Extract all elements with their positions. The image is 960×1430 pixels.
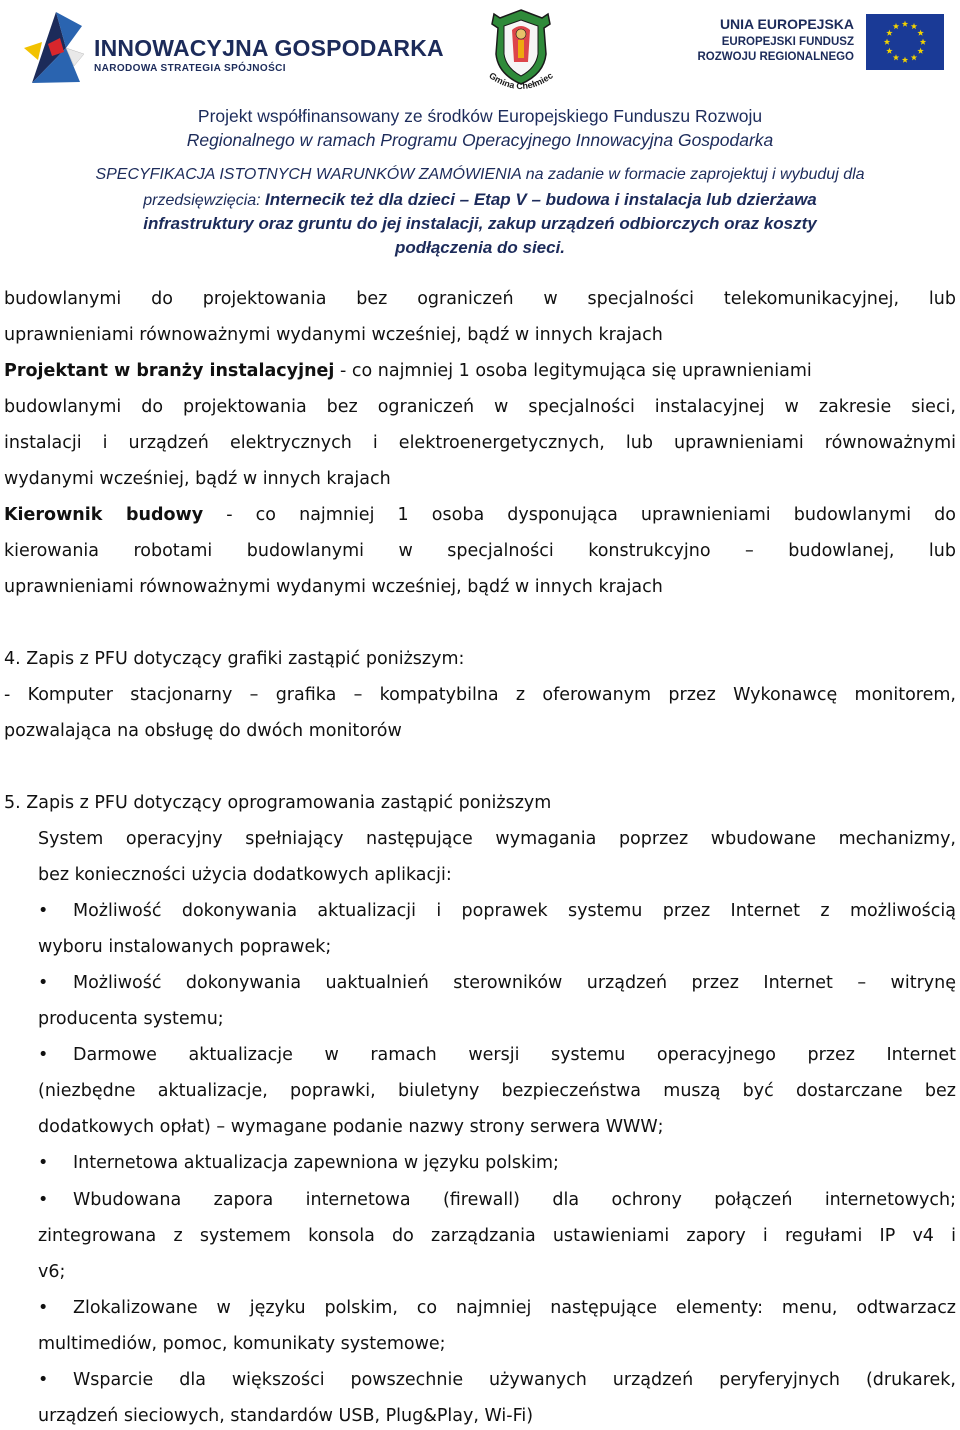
siwz-title-line2 bbox=[0, 190, 960, 210]
eu-logo-line1: UNIA EUROPEJSKA bbox=[719, 16, 854, 32]
body-line: kierowania robotami budowlanymi w specjalności konstrukcyjno – budowlanej, lub bbox=[4, 541, 956, 561]
section-5-title: 5. Zapis z PFU dotyczący oprogramowania zastąpić poniższym bbox=[4, 793, 552, 813]
bullet-icon: • bbox=[38, 973, 49, 993]
body-line: instalacji i urządzeń elektrycznych i elektroenergetycznych, lub uprawnieniami równoważnymi bbox=[4, 433, 956, 453]
role-label: Projektant w branży instalacyjnej bbox=[4, 361, 335, 381]
body-line-designer-installation bbox=[4, 359, 956, 383]
siwz-project-name: Internecik też dla dzieci – Etap V – budowa i instalacja lub dzierżawa bbox=[265, 190, 817, 209]
list-item-cont: producenta systemu; bbox=[38, 1009, 224, 1029]
ig-logo-title: INNOWACYJNA GOSPODARKA bbox=[94, 35, 444, 61]
eu-logo-line3: ROZWOJU REGIONALNEGO bbox=[697, 51, 854, 63]
ig-logo-subtitle: NARODOWA STRATEGIA SPÓJNOŚCI bbox=[94, 63, 286, 74]
siwz-prefix: przedsięwzięcia: bbox=[143, 192, 266, 209]
crest-icon bbox=[478, 4, 564, 96]
list-item: Internetowa aktualizacja zapewniona w języku polskim; bbox=[73, 1153, 559, 1173]
body-line: uprawnieniami równoważnymi wydanymi wcześniej, bądź w innych krajach bbox=[4, 325, 663, 345]
section-5-intro: bez konieczności użycia dodatkowych aplikacji: bbox=[38, 865, 452, 885]
body-line: budowlanymi do projektowania bez ograniczeń w specjalności telekomunikacyjnej, lub bbox=[4, 289, 956, 309]
ig-emblem-icon bbox=[22, 8, 88, 88]
siwz-title-line4: podłączenia do sieci. bbox=[394, 238, 566, 257]
body-line: uprawnieniami równoważnymi wydanymi wcześniej, bądź w innych krajach bbox=[4, 577, 663, 597]
innowacyjna-gospodarka-logo bbox=[22, 8, 444, 88]
project-cofinance-line1: Projekt współfinansowany ze środków Europejskiego Funduszu Rozwoju bbox=[197, 106, 763, 126]
bullet-icon: • bbox=[38, 1298, 49, 1318]
bullet-icon: • bbox=[38, 1153, 49, 1173]
bullet-icon: • bbox=[38, 1045, 49, 1065]
role-label: Kierownik budowy bbox=[4, 505, 204, 525]
list-item-cont: (niezbędne aktualizacje, poprawki, biuletyny bezpieczeństwa muszą być dostarczane bez bbox=[38, 1081, 956, 1101]
eu-logo bbox=[694, 14, 944, 84]
bullet-icon: • bbox=[38, 1370, 49, 1390]
section-4-line: - Komputer stacjonarny – grafika – kompatybilna z oferowanym przez Wykonawcę monitorem, bbox=[4, 685, 956, 705]
siwz-title-line3: infrastruktury oraz gruntu do jej instalacji, zakup urządzeń odbiorczych oraz koszty bbox=[143, 214, 817, 233]
body-line-site-manager bbox=[4, 503, 956, 527]
list-item-cont: urządzeń sieciowych, standardów USB, Plug&Play, Wi-Fi) bbox=[38, 1406, 534, 1426]
section-4-line: pozwalająca na obsługę do dwóch monitorów bbox=[4, 721, 402, 741]
body-line: budowlanymi do projektowania bez ograniczeń w specjalności instalacyjnej w zakresie sieci, bbox=[4, 397, 956, 417]
list-item-cont: dodatkowych opłat) – wymagane podanie nazwy strony serwera WWW; bbox=[38, 1117, 664, 1137]
crest-text: Gmina Chełmiec bbox=[487, 70, 555, 92]
eu-logo-line2: EUROPEJSKI FUNDUSZ bbox=[721, 36, 854, 48]
list-item: Wsparcie dla większości powszechnie używanych urządzeń peryferyjnych (drukarek, bbox=[73, 1370, 956, 1390]
list-item: Wbudowana zapora internetowa (firewall) dla ochrony połączeń internetowych; bbox=[73, 1190, 956, 1210]
eu-flag-icon bbox=[866, 14, 944, 70]
siwz-title-line1: SPECYFIKACJA ISTOTNYCH WARUNKÓW ZAMÓWIENIA na zadanie w formacie zaprojektuj i wybuduj dla bbox=[95, 166, 865, 183]
list-item: Darmowe aktualizacje w ramach wersji systemu operacyjnego przez Internet bbox=[73, 1045, 956, 1065]
list-item-cont: zintegrowana z systemem konsola do zarządzania ustawieniami zapory i regułami IP v4 i bbox=[38, 1226, 956, 1246]
list-item: Możliwość dokonywania aktualizacji i poprawek systemu przez Internet z możliwością bbox=[73, 901, 956, 921]
list-item: Zlokalizowane w języku polskim, co najmniej następujące elementy: menu, odtwarzacz bbox=[73, 1298, 956, 1318]
role-description: - co najmniej 1 osoba legitymująca się uprawnieniami bbox=[334, 361, 812, 381]
list-item-cont: multimediów, pomoc, komunikaty systemowe; bbox=[38, 1334, 446, 1354]
section-5-intro: System operacyjny spełniający następujące wymagania poprzez wbudowane mechanizmy, bbox=[38, 829, 956, 849]
list-item-cont: wyboru instalowanych poprawek; bbox=[38, 937, 332, 957]
gmina-crest-logo bbox=[478, 4, 564, 96]
body-line: wydanymi wcześniej, bądź w innych krajach bbox=[4, 469, 391, 489]
project-cofinance-line2: Regionalnego w ramach Programu Operacyjnego Innowacyjna Gospodarka bbox=[186, 130, 774, 150]
bullet-icon: • bbox=[38, 1190, 49, 1210]
bullet-icon: • bbox=[38, 901, 49, 921]
list-item: Możliwość dokonywania uaktualnień sterowników urządzeń przez Internet – witrynę bbox=[73, 973, 956, 993]
section-4-title: 4. Zapis z PFU dotyczący grafiki zastąpić poniższym: bbox=[4, 649, 465, 669]
role-description: - co najmniej 1 osoba dysponująca uprawnieniami budowlanymi do bbox=[203, 505, 956, 525]
list-item-cont: v6; bbox=[38, 1262, 66, 1282]
